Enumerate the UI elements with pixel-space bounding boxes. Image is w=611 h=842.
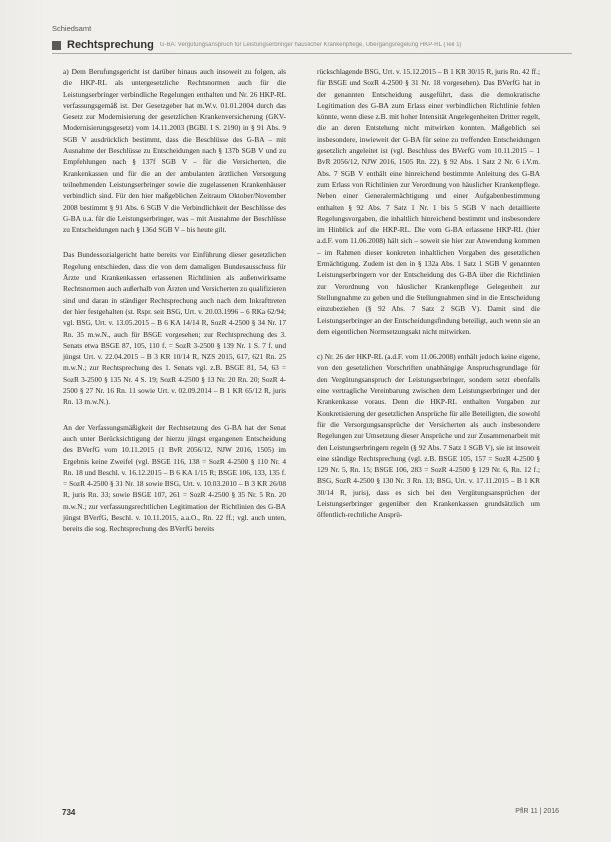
paragraph: An der Verfassungsmäßigkeit der Rechtsetzung des G-BA hat der Senat auch unter Berücksichtigung der hierzu jüngst ergangenen Entscheidung des BVerfG vom 10.11.2015 (1 BvR 2056/12, NJW 2016, 1505) im Ergebnis keine Zweifel (vgl. BSGE 116, 138 = SozR 4-2500 § 110 Nr. 4 Rn. 18 und Beschl. v. 16.12.2015 – B 6 KA 1/15 R; BSGE 106, 133, 135 f. = SozR 4-2500 § 31 Nr. 18 sowie BSG, Urt. v. 10.03.2010 – B 3 KR 26/08 R, juris Rn. 33; sowie BSGE 107, 261 = SozR 4-2500 § 35 Nr. 5 Rn. 20 m.w.N.; zur verfassungsrechtlichen Legitimation der Richtlinien des G-BA jüngst BVerfG, Beschl. v. 10.11.2015, a.a.O., Rn. 22 ff.; vgl. auch unten, bereits die sog. Rechtsprechung des BVerfG bereits (63, 422, 286, 534)
paragraph: c) Nr. 26 der HKP-RL (a.d.F. vom 11.06.2008) enthält jedoch keine eigene, von den gesetzlichen Vorschriften unabhängige Anspruchsgrundlage für den Vergütungsanspruch der Leistungserbringer, sondern setzt ebenfalls eine vertragliche Vereinbarung zwischen dem Leistungserbringer und der Krankenkasse voraus. Denn die HKP-RL enthalten Vorgaben zur Konkretisierung der gesetzlichen Ansprüche für alle Beteiligten, die sowohl für die Versorgungsansprüche der Versicherten als auch insbesondere Regelungen zur Umsetzung dieser Ansprüche und zur Zusammenarbeit mit den Leistungserbringern regeln (§ 92 Abs. 7 Satz 1 SGB V), sie ist insoweit eine ständige Rechtsprechung (vgl. z.B. BSGE 105, 157 = SozR 4-2500 § 129 Nr. 5, Rn. 15; BSGE 106, 283 = SozR 4-2500 § 129 Nr. 6, Rn. 12 f.; BSG, SozR 4-2500 § 130 Nr. 3 Rn. 13; BSG, Urt. v. 17.11.2015 – B 1 KR 30/14 R, juris), dass es sich bei den Vergütungsansprüchen der Leistungserbringer gegenüber den Krankenkassen grundsätzlich um öffentlich-rechtliche Ansprü- (317, 352, 540, 520)
paragraph: a) Dem Berufungsgericht ist darüber hinaus auch insoweit zu folgen, als die HKP-RL als untergesetzliche Rechtsnormen auch für die Leistungserbringer verbindliche Regelungen enthalten und Nr. 26 HKP-RL verfassungsgemäß ist. Der Gesetzgeber hat m.W.v. 01.01.2004 durch das Gesetz zur Modernisierung der gesetzlichen Krankenversicherung (GKV-Modernisierungsgesetz) vom 14.11.2003 (BGBl. I S. 2190) in § 91 Abs. 9 SGB V ausdrücklich bestimmt, dass die Beschlüsse des G-BA – mit Ausnahme der Beschlüsse zu Entscheidungen nach § 137b SGB V und zu Empfehlungen nach § 137f SGB V – für die Versicherten, die Krankenkassen und für die an der ambulanten ärztlichen Versorgung teilnehmenden Leistungserbringer sowie die zugelassenen Krankenhäuser verbindlich sind. Für den hier maßgeblichen Zeitraum Oktober/November 2008 bestimmt § 91 Abs. 6 SGB V die Verbindlichkeit der Beschlüsse des G-BA u.a. für die Leistungserbringer, was – mit Ausnahme der Beschlüsse zu Entscheidungen nach § 136d SGB V – bis heute gilt. (63, 67, 286, 235)
section-label: Schiedsamt (52, 24, 92, 33)
right-column (317, 66, 540, 531)
paragraph: rückschlagende BSG, Urt. v. 15.12.2015 – B 1 KR 30/15 R, juris Rn. 42 ff.; für BSGE und SozR 4-2500 § 31 Nr. 18 vorgesehen). Das BVerfG hat in der genannten Entscheidung ausgeführt, dass die demokratische Legitimation des G-BA zum Erlass einer verbindlichen Richtlinie fehlen könnte, wenn diese z.B. mit hoher Intensität Angelegenheiten Dritter regelt, die an deren Entstehung nicht mitwirken konnten. Maßgeblich sei insbesondere, inwieweit der G-BA für seine zu treffenden Entscheidungen gesetzlich angeleitet ist (vgl. Beschluss des BVerfG vom 10.11.2015 – 1 BvR 2056/12, NJW 2016, 1505 Rn. 22). § 92 Abs. 1 Satz 2 Nr. 6 i.V.m. Abs. 7 SGB V enthält eine hinreichend bestimmte Anleitung des G-BA zum Erlass von Richtlinien zur Verordnung von häuslicher Krankenpflege. Neben einer Generalermächtigung und einer Aufgabenbestimmung enthalten § 92 Abs. 7 Satz 1 Nr. 1 bis 5 SGB V nach detaillierte Regelungsvorgaben, die inhaltlich hinreichend bestimmt und insbesondere im Hinblick auf die HKP-RL. Die vom G-BA erlassene HKP-RL (hier a.d.F. vom 11.06.2008) hält sich – soweit sie hier zur Anwendung kommen – im Rahmen dieser konkreten inhaltlichen Vorgaben des gesetzlichen Ermächtigung. Zudem ist den in § 132a Abs. 1 Satz 1 SGB V genannten Leistungserbringern vor der Entscheidung des G-BA über die Richtlinien zur Verordnung von häuslicher Krankenpflege Gelegenheit zur Stellungnahme zu geben und die Stellungnahmen sind in die Entscheidung einzubeziehen (§ 92 Abs. 7 Satz 2 SGB V). Damit sind die Leistungserbringer an der Entscheidungsfindung beteiligt, auch wenn sie an dem eigentlichen Normsetzungsakt nicht mitwirken. (317, 67, 540, 336)
page-number: 734 (62, 808, 76, 817)
left-column (63, 66, 286, 545)
page-header (52, 37, 572, 54)
page-title: Rechtsprechung (67, 39, 154, 51)
header-square-icon (52, 41, 61, 50)
page-subtitle: G-BA: Vergütungsanspruch für Leistungserbringer häuslicher Krankenpflege, Übergangsregelung HKP-RL (Teil 1) (159, 42, 462, 48)
paragraph: Das Bundessozialgericht hatte bereits vor Einführung dieser gesetzlichen Regelung entschieden, dass die von dem damaligen Bundesausschuss für Ärzte und Krankenkassen erlassenen Richtlinien als außenwirksame Rechtsnormen auch außerhalb von Ärzten und Versicherten zu qualifizieren sind und daran in ständiger Rechtsprechung auch nach dem Inkrafttreten der hier festgehalten (st. Rspr. seit BSG, Urt. v. 20.03.1996 – 6 RKa 62/94; vgl. BSG, Urt. v. 13.05.2015 – B 6 KA 14/14 R, SozR 4-2500 § 34 Nr. 17 Rn. 35 m.w.N., auch für BSGE vorgesehen; zur Rechtsprechung des 3. Senats etwa BSGE 87, 105, 110 f. = SozR 3-2500 § 139 Nr. 1 S. 7 f. und jüngst Urt. v. 22.04.2015 – B 3 KR 10/14 R, NZS 2015, 617, 621 Rn. 25 m.w.N.; zur Rechtsprechung des 1. Senats vgl. z.B. BSGE 81, 54, 63 = SozR 3-2500 § 135 Nr. 4 S. 19; SozR 4-2500 § 13 Nr. 20 Rn. 20; SozR 4-2500 § 27 Nr. 16 Rn. 11 sowie Urt. v. 02.09.2014 – B 1 KR 65/12 R, juris Rn. 13 m.w.N.). (63, 250, 286, 407)
journal-reference: PflR 11 | 2016 (515, 808, 559, 815)
